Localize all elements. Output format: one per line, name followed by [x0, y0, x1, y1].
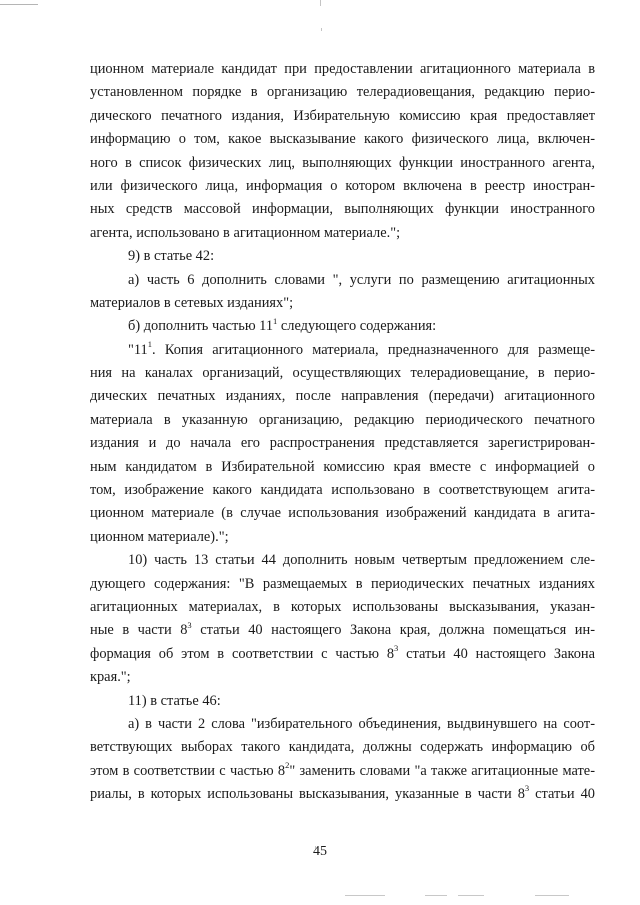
- text-line: [90, 643, 595, 666]
- scan-bottom-artifact: [425, 895, 447, 896]
- scan-speck: [320, 0, 321, 6]
- text-segment: "11: [128, 341, 148, 358]
- scan-edge-mark: [0, 4, 38, 5]
- page-number: 45: [313, 844, 327, 859]
- text-line: края.";: [90, 669, 131, 686]
- text-line: издания и до начала его распространения представляется зарегистрирован-: [90, 435, 595, 452]
- text-line: ных средств массовой информации, выполняющих функции иностранного: [90, 201, 595, 218]
- text-line: агента, использовано в агитационном материале.";: [90, 224, 401, 241]
- text-line: ционном материале).";: [90, 528, 229, 545]
- scan-bottom-artifact: [535, 895, 569, 896]
- text-segment: формация об этом в соответствии с частью 8: [90, 645, 395, 662]
- text-line: [90, 339, 595, 362]
- text-line: ного в список физических лиц, выполняющих функции иностранного агента,: [90, 154, 595, 171]
- text-line: ветствующих выборах такого кандидата, должны содержать информацию об: [90, 739, 595, 756]
- text-segment: этом в соответствии с частью 8: [90, 762, 286, 779]
- text-line: материала в указанную организацию, редакцию периодического печатного: [90, 411, 595, 428]
- text-line: [90, 315, 595, 338]
- text-segment: статьи 40 настоящего Закона: [398, 645, 595, 662]
- superscript: 3: [524, 783, 530, 794]
- superscript: 1: [273, 315, 278, 326]
- text-line: [90, 783, 595, 806]
- text-line: установленном порядке в организацию телерадиовещания, редакцию перио-: [90, 84, 595, 101]
- text-line: дических печатных изданиях, после направления (передачи) агитационного: [90, 388, 595, 405]
- text-segment: риалы, в которых использованы высказывания, указанные в части 8: [90, 786, 525, 803]
- text-segment: следующего содержания:: [277, 318, 437, 335]
- text-line: ционном материале (в случае использования изображений кандидата в агита-: [90, 505, 595, 522]
- text-line: агитационных материалах, в которых использованы высказывания, указан-: [90, 598, 595, 615]
- text-line: ным кандидатом в Избирательной комиссию края вместе с информацией о: [90, 458, 595, 475]
- text-line: [90, 619, 595, 642]
- text-segment: статьи 40: [529, 786, 595, 803]
- text-line: а) в части 2 слова "избирательного объединения, выдвинувшего на соот-: [128, 715, 595, 732]
- superscript: 1: [147, 338, 152, 349]
- text-line: а) часть 6 дополнить словами ", услуги по размещению агитационных: [128, 271, 595, 288]
- text-line: 11) в статье 46:: [128, 692, 221, 709]
- text-line: 9) в статье 42:: [128, 248, 215, 265]
- document-body: [90, 58, 595, 807]
- scan-speck: [321, 28, 322, 31]
- text-line: [90, 760, 595, 783]
- text-segment: б) дополнить частью 11: [128, 318, 274, 335]
- text-line: информацию о том, какое высказывание какого физического лица, включен-: [90, 131, 595, 148]
- text-segment: " заменить словами "а также агитационные мате-: [289, 762, 595, 779]
- superscript: 3: [187, 619, 192, 630]
- text-segment: ные в части 8: [90, 622, 188, 639]
- scan-bottom-artifact: [458, 895, 484, 896]
- text-segment: . Копия агитационного материала, предназначенного для размеще-: [151, 341, 595, 358]
- text-line: ния на каналах организаций, осуществляющих телерадиовещание, в перио-: [90, 365, 595, 382]
- text-line: дического печатного издания, Избирательную комиссию края предоставляет: [90, 107, 595, 124]
- text-line: дующего содержания: "В размещаемых в периодических печатных изданиях: [90, 575, 595, 592]
- text-line: или физического лица, информация о котором включена в реестр иностран-: [90, 177, 595, 194]
- text-line: ционном материале кандидат при предоставлении агитационного материала в: [90, 61, 595, 77]
- text-line: том, изображение какого кандидата использовано в соответствующем агита-: [90, 482, 595, 499]
- superscript: 3: [394, 642, 399, 653]
- text-segment: статьи 40 настоящего Закона края, должна помещаться ин-: [191, 622, 595, 639]
- text-line: 10) часть 13 статьи 44 дополнить новым четвертым предложением сле-: [128, 552, 595, 569]
- scan-bottom-artifact: [345, 895, 385, 896]
- superscript: 2: [285, 759, 290, 770]
- text-line: материалов в сетевых изданиях";: [90, 294, 294, 311]
